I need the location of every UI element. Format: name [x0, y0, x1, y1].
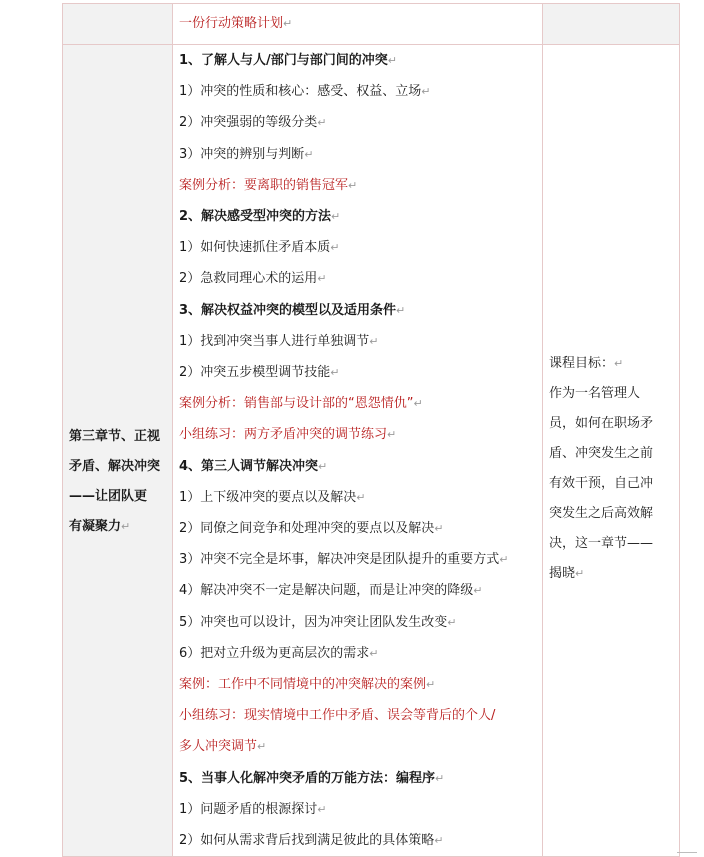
content-line [173, 763, 542, 794]
content-line-text: 案例分析：要离职的销售冠军 [179, 177, 349, 193]
content-line [173, 388, 542, 419]
content-line-text: 1）找到冲突当事人进行单独调节 [179, 333, 370, 349]
content-line [173, 139, 542, 170]
content-line-text: 3）冲突不完全是坏事，解决冲突是团队提升的重要方式 [179, 552, 500, 568]
table-cell-plan [173, 4, 543, 45]
content-list [173, 45, 542, 856]
paragraph-mark: ↵ [356, 490, 366, 504]
goal-line-text: 盾、冲突发生之前 [549, 446, 654, 461]
plan-text-line: 一份行动策略计划↵ [179, 16, 293, 31]
content-line [173, 482, 542, 513]
paragraph-mark: ↵ [348, 178, 358, 192]
paragraph-mark: ↵ [473, 584, 483, 598]
content-line-text: 2、解决感受型冲突的方法 [179, 209, 332, 225]
content-line [173, 45, 542, 76]
goal-line-text: 作为一名管理人 [549, 386, 641, 401]
content-line [173, 107, 542, 138]
chapter-title-text: 有凝聚力 [69, 519, 122, 534]
content-line-text: 5、当事人化解冲突矛盾的万能方法：编程序 [179, 770, 436, 786]
chapter-title-text: ——让团队更 [69, 489, 148, 504]
content-line-text: 3、解决权益冲突的模型以及适用条件 [179, 302, 397, 318]
content-line-text: 小组练习：现实情境中工作中矛盾、误会等背后的个人/ [179, 708, 496, 724]
content-line [173, 232, 542, 263]
paragraph-mark: ↵ [330, 241, 340, 255]
content-line [173, 295, 542, 326]
content-line [173, 669, 542, 700]
content-line-text: 1）问题矛盾的根源探讨 [179, 801, 318, 817]
content-line-text: 5）冲突也可以设计，因为冲突让团队发生改变 [179, 614, 448, 630]
content-line [173, 731, 542, 762]
content-line-text: 2）如何从需求背后找到满足彼此的具体策略 [179, 833, 435, 849]
content-line [173, 825, 542, 856]
content-line-text: 多人冲突调节 [179, 739, 258, 755]
goal-line-text: 课程目标： [549, 356, 615, 371]
paragraph-mark: ↵ [575, 567, 585, 580]
paragraph-mark: ↵ [330, 366, 340, 380]
content-line-text: 2）冲突强弱的等级分类 [179, 115, 318, 131]
paragraph-mark: ↵ [434, 834, 444, 848]
content-line-text: 案例分析：销售部与设计部的“恩怨情仇” [179, 396, 414, 412]
chapter-title-cell [63, 45, 173, 857]
paragraph-mark: ↵ [331, 210, 341, 224]
paragraph-mark: ↵ [369, 646, 379, 660]
goal-line [549, 559, 675, 589]
goal-line [549, 349, 675, 379]
paragraph-mark: ↵ [318, 459, 328, 473]
content-line-text: 1）上下级冲突的要点以及解决 [179, 489, 357, 505]
paragraph-mark: ↵ [413, 397, 423, 411]
chapter-title-text: 矛盾、解决冲突 [69, 459, 161, 474]
content-line [173, 201, 542, 232]
table-cell-empty [63, 4, 173, 45]
goal-line [549, 529, 675, 559]
content-line-text: 1）冲突的性质和核心：感受、权益、立场 [179, 84, 422, 100]
goal-line-text: 突发生之后高效解 [549, 506, 654, 521]
paragraph-mark: ↵ [369, 334, 379, 348]
chapter-title [63, 45, 172, 542]
table-end-marker [677, 852, 697, 857]
chapter-title-line [69, 452, 172, 482]
content-line [173, 357, 542, 388]
content-cell [173, 45, 543, 857]
goal-line-text: 员，如何在职场矛 [549, 416, 654, 431]
content-line [173, 638, 542, 669]
paragraph-mark: ↵ [387, 428, 397, 442]
paragraph-mark: ↵ [434, 522, 444, 536]
paragraph-mark: ↵ [317, 802, 327, 816]
paragraph-mark: ↵ [421, 85, 431, 99]
goal-line-text: 揭晓 [549, 566, 576, 581]
content-line [173, 419, 542, 450]
content-line [173, 326, 542, 357]
paragraph-mark: ↵ [387, 54, 398, 67]
paragraph-mark: ↵ [317, 116, 327, 130]
goal-line-text: 决，这一章节—— [549, 536, 654, 551]
content-line-text: 1）如何快速抓住矛盾本质 [179, 240, 331, 256]
paragraph-mark: ↵ [435, 771, 445, 785]
table-row [63, 4, 680, 45]
chapter-title-line [69, 512, 172, 542]
content-line [173, 76, 542, 107]
goal-line [549, 409, 675, 439]
content-line-text: 2）急救同理心术的运用 [179, 271, 318, 287]
paragraph-mark: ↵ [396, 303, 406, 317]
goal-line [549, 439, 675, 469]
paragraph-mark: ↵ [121, 520, 131, 533]
content-line-text: 6）把对立升级为更高层次的需求 [179, 645, 370, 661]
content-line [173, 794, 542, 825]
content-line [173, 544, 542, 575]
goal-line [549, 379, 675, 409]
content-line-text: 案例：工作中不同情境中的冲突解决的案例 [179, 677, 427, 693]
content-line-text: 4、第三人调节解决冲突 [179, 458, 319, 474]
content-line-text: 2）冲突五步模型调节技能 [179, 365, 331, 381]
content-line [173, 575, 542, 606]
content-line [173, 607, 542, 638]
content-line-text: 3）冲突的辨别与判断 [179, 146, 305, 162]
paragraph-mark: ↵ [499, 553, 509, 567]
goal-line-text: 有效干预，自己冲 [549, 476, 654, 491]
content-line-text: 1、了解人与人/部门与部门间的冲突 [179, 53, 388, 68]
content-line [173, 700, 542, 731]
paragraph-mark: ↵ [447, 615, 457, 629]
chapter-title-line [69, 482, 172, 512]
content-line [173, 170, 542, 201]
paragraph-mark: ↵ [257, 740, 267, 754]
content-line [173, 263, 542, 294]
paragraph-mark: ↵ [317, 272, 327, 286]
chapter-title-line [69, 422, 172, 452]
paragraph-mark: ↵ [426, 678, 436, 692]
course-goal [543, 45, 679, 589]
content-line [173, 513, 542, 544]
goal-cell [543, 45, 680, 857]
chapter-title-text: 第三章节、正视 [69, 429, 161, 444]
content-line [173, 451, 542, 482]
content-line-text: 小组练习：两方矛盾冲突的调节练习 [179, 427, 388, 443]
table-cell-empty [543, 4, 680, 45]
content-line-text: 2）同僚之间竞争和处理冲突的要点以及解决 [179, 521, 435, 537]
goal-line [549, 469, 675, 499]
content-line-text: 4）解决冲突不一定是解决问题，而是让冲突的降级 [179, 583, 474, 599]
paragraph-mark: ↵ [614, 357, 624, 370]
table-row [63, 45, 680, 857]
paragraph-mark: ↵ [304, 147, 314, 161]
goal-line [549, 499, 675, 529]
course-outline-table [62, 3, 680, 857]
